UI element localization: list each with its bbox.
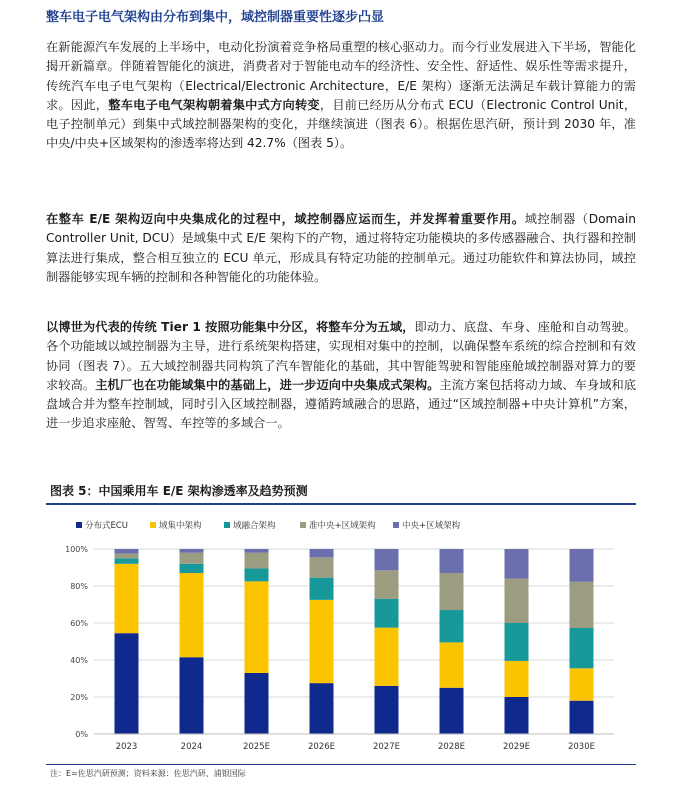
p1-run-2: ，目前已经历从分布式 ECU（Electronic Control Unit，电子控制单元）到集中式域控制器架构的变化，并继续演进（图表 6）。根据佐思汽研，预计到 2030 年，准中央/中央+区域架构的渗透率将达到 42.7%（图表 5）。: [46, 97, 637, 151]
x-tick-label-4: 2027E: [372, 742, 401, 752]
bar-2029E-0: [505, 697, 529, 734]
p3-run-1: 即动力、底盘、车身、座舱和自动驾驶。各个功能域以域控制器为主导，进行系统架构搭建，实现相对集中的控制，以确保整车系统的综合控制和有效协同（图表 7）。五大域控制器共同构筑了汽车智能化的基础，其中智能驾驶和智能座舱域控制器对算力的要求较高。: [46, 320, 637, 392]
figure-title: 图表 5：中国乘用车 E/E 架构渗透率及趋势预测: [50, 484, 308, 498]
y-tick-label-4: 80%: [70, 582, 88, 591]
bar-2026E-1: [310, 600, 334, 683]
bar-2029E-2: [505, 623, 529, 661]
bar-2029E-4: [505, 549, 529, 579]
bar-2029E-1: [505, 661, 529, 697]
bar-2025E-2: [245, 568, 269, 581]
bar-2027E-0: [375, 686, 399, 734]
legend-label-4: 中央+区域架构: [402, 521, 461, 531]
bar-2023-1: [115, 564, 139, 633]
legend-swatch-3: [300, 522, 306, 528]
y-tick-label-0: 0%: [75, 730, 88, 739]
bar-2023-2: [115, 558, 139, 564]
bar-2023-4: [115, 549, 139, 554]
x-tick-label-0: 2023: [115, 742, 138, 752]
paragraph-1: [46, 38, 636, 154]
legend-label-2: 域融合架构: [233, 521, 276, 531]
figure-note: 注：E=佐思汽研预测；资料来源：佐思汽研、浦银国际: [50, 769, 246, 778]
legend-item-0: [76, 520, 128, 531]
p3-run-0: 以博世为代表的传统 Tier 1 按照功能集中分区，将整车分为五域，: [46, 320, 415, 334]
p2-run-1: 域控制器（Domain Controller Unit, DCU）是域集中式 E/E 架构下的产物，通过将特定功能模块的多传感器融合、执行器和控制算法进行集成，整合相互独立的 ECU 单元，形成具有特定功能的控制单元。通过功能软件和算法协同，域控制器能够实现车辆的控制和各种智能化的功能体验。: [46, 212, 636, 284]
bar-2028E-1: [440, 642, 464, 687]
legend-swatch-1: [150, 522, 156, 528]
bar-2028E-4: [440, 549, 464, 573]
paragraph-2: [46, 210, 636, 287]
bar-2027E-2: [375, 599, 399, 628]
bar-2023-0: [115, 633, 139, 734]
bar-2025E-1: [245, 581, 269, 673]
bar-2030E-4: [570, 549, 594, 582]
legend-label-3: 准中央+区域架构: [309, 521, 376, 531]
bar-2025E-0: [245, 673, 269, 734]
legend-label-1: 域集中架构: [159, 521, 202, 531]
bar-2030E-0: [570, 701, 594, 734]
bar-2030E-2: [570, 628, 594, 668]
legend-item-2: [224, 520, 276, 531]
legend-item-1: [150, 520, 202, 531]
x-tick-label-1: 2024: [180, 742, 203, 752]
y-tick-label-1: 20%: [70, 693, 88, 702]
bar-2026E-0: [310, 683, 334, 734]
bar-2030E-1: [570, 668, 594, 700]
bar-2024-1: [180, 573, 204, 657]
bar-2027E-3: [375, 570, 399, 599]
bar-2025E-3: [245, 553, 269, 569]
bar-2024-3: [180, 553, 204, 564]
bar-2028E-3: [440, 573, 464, 610]
bar-2024-0: [180, 657, 204, 734]
x-tick-label-2: 2025E: [242, 742, 271, 752]
bar-2023-3: [115, 554, 139, 559]
figure-bottom-rule: [46, 764, 636, 765]
p1-run-1: 整车电子电气架构朝着集中式方向转变: [108, 97, 320, 112]
bar-2030E-3: [570, 582, 594, 628]
bar-2027E-4: [375, 549, 399, 570]
bar-2024-2: [180, 564, 204, 573]
section-heading: 整车电子电气架构由分布到集中，域控制器重要性逐步凸显: [46, 10, 385, 25]
legend-label-0: 分布式ECU: [85, 521, 129, 531]
p3-run-3: 主流方案包括将动力域、车身域和底盘域合并为整车控制域，同时引入区域控制器，遵循跨域融合的思路，通过“区域控制器+中央计算机”方案，进一步追求座舱、智驾、车控等的多域合一。: [46, 377, 637, 431]
bar-2025E-4: [245, 549, 269, 553]
stacked-bar-chart: [46, 508, 636, 763]
x-tick-label-6: 2029E: [502, 742, 531, 752]
bar-2028E-2: [440, 610, 464, 642]
legend-swatch-4: [393, 522, 399, 528]
bar-2027E-1: [375, 628, 399, 686]
bar-2024-4: [180, 549, 204, 553]
figure-top-rule: [46, 503, 636, 505]
bar-2028E-0: [440, 688, 464, 734]
bar-2026E-2: [310, 578, 334, 600]
y-tick-label-3: 60%: [70, 619, 88, 628]
x-tick-label-7: 2030E: [567, 742, 596, 752]
legend-swatch-2: [224, 522, 230, 528]
bar-2026E-3: [310, 557, 334, 577]
p1-run-0: 在新能源汽车发展的上半场中，电动化扮演着竞争格局重塑的核心驱动力。而今行业发展进入下半场，智能化揭开新篇章。伴随着智能化的演进，消费者对于智能电动车的经济性、安全性、舒适性、娱乐性等需求提升，传统汽车电子电气架构（Electrical/Electronic Architecture，E/E 架构）逐渐无法满足车载计算能力的需求。因此，: [46, 40, 636, 112]
legend-item-3: [300, 520, 376, 531]
y-tick-label-2: 40%: [70, 656, 88, 665]
legend-swatch-0: [76, 522, 82, 528]
paragraph-3: [46, 318, 636, 434]
bar-2029E-3: [505, 579, 529, 623]
x-tick-label-3: 2026E: [307, 742, 336, 752]
y-tick-label-5: 100%: [65, 545, 88, 554]
legend-item-4: [393, 520, 461, 531]
p3-run-2: 主机厂也在功能域集中的基础上，进一步迈向中央集成式架构。: [95, 377, 440, 392]
bar-2026E-4: [310, 549, 334, 557]
x-tick-label-5: 2028E: [437, 742, 466, 752]
p2-run-0: 在整车 E/E 架构迈向中央集成化的过程中，域控制器应运而生，并发挥着重要作用。: [46, 212, 525, 226]
